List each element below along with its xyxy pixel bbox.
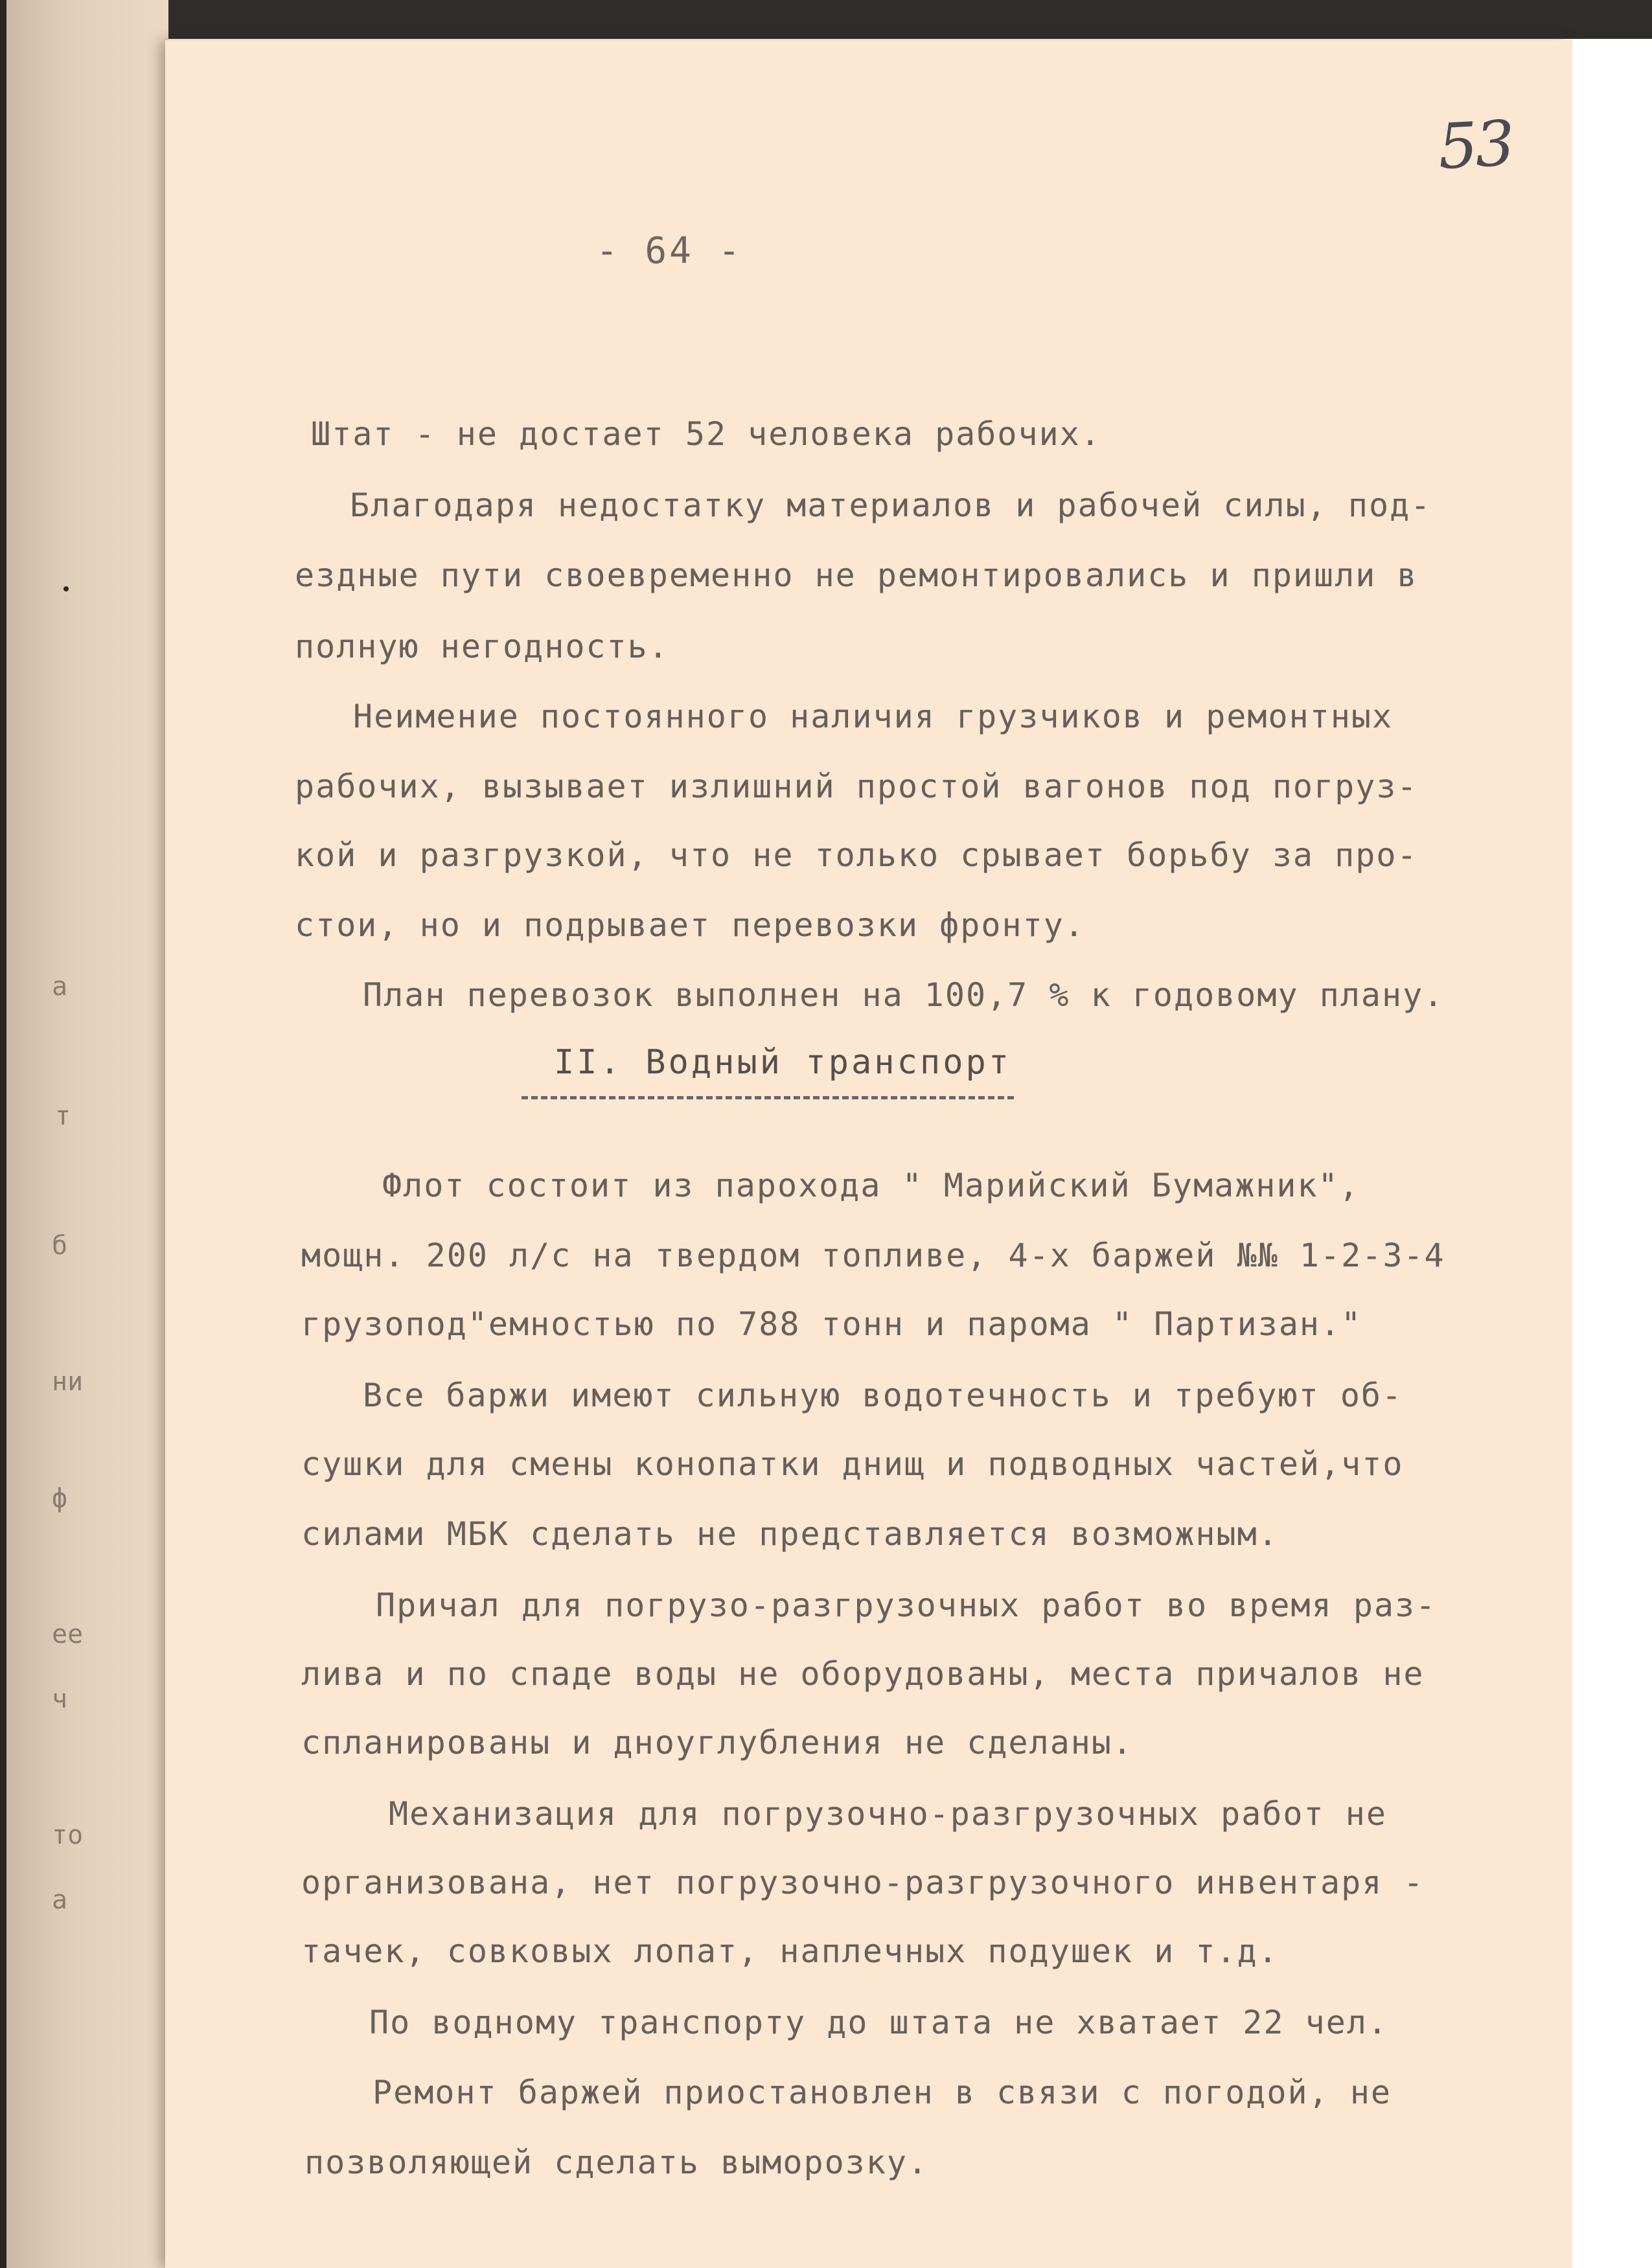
text-line: Флот состоит из парохода " Марийский Бумажник", <box>382 1167 1360 1204</box>
text-line: Благодаря недостатку материалов и рабочей силы, под- <box>350 487 1432 524</box>
text-line: тачек, совковых лопат, наплечных подушек и т.д. <box>301 1932 1279 1970</box>
text-line: План перевозок выполнен на 100,7 % к годовому плану. <box>363 976 1445 1014</box>
ink-speck <box>63 586 69 591</box>
text-line: спланированы и дноуглубления не сделаны. <box>301 1724 1134 1761</box>
text-line: организована, нет погрузочно-разгрузочного инвентаря - <box>301 1864 1425 1901</box>
previous-page-fragment: а <box>52 1885 68 1915</box>
text-line: полную негодность. <box>295 628 669 665</box>
text-line: Причал для погрузо-разгрузочных работ во время раз- <box>376 1586 1437 1624</box>
handwritten-folio-number: 53 <box>1436 107 1515 183</box>
page-number: - 64 - <box>596 230 743 272</box>
text-line: силами МБК сделать не представляется возможным. <box>301 1515 1279 1553</box>
text-line: кой и разгрузкой, что не только срывает борьбу за про- <box>295 836 1418 874</box>
previous-page-fragment: а <box>52 972 68 1002</box>
previous-page-fragment: ее <box>52 1620 84 1649</box>
text-line: рабочих, вызывает излишний простой вагонов под погруз- <box>295 768 1418 805</box>
binding-strip <box>0 0 6 2268</box>
previous-page-fragment: т <box>55 1101 71 1131</box>
section-heading: II. Водный транспорт <box>554 1043 1012 1082</box>
text-line: ездные пути своевременно не ремонтировались и пришли в <box>295 556 1418 594</box>
heading-underline <box>522 1096 1014 1099</box>
text-line: Ремонт баржей приостановлен в связи с погодой, не <box>373 2074 1392 2111</box>
text-line: позволяющей сделать выморозку. <box>304 2144 929 2181</box>
text-line: Штат - не достает 52 человека рабочих. <box>311 415 1101 453</box>
text-line: мощн. 200 л/с на твердом топливе, 4-х баржей №№ 1-2-3-4 <box>301 1237 1445 1274</box>
text-line: лива и по спаде воды не оборудованы, места причалов не <box>301 1655 1425 1693</box>
previous-page-edge <box>6 0 168 2268</box>
text-line: Все баржи имеют сильную водотечность и требуют об- <box>363 1377 1403 1414</box>
text-line: Механизация для погрузочно-разгрузочных работ не <box>389 1795 1387 1833</box>
text-line: сушки для смены конопатки днищ и подводных частей,что <box>301 1445 1404 1483</box>
scanner-bed-margin <box>1572 40 1652 2268</box>
document-page <box>165 40 1572 2268</box>
text-line: стои, но и подрывает перевозки фронту. <box>295 906 1085 944</box>
previous-page-fragment: ни <box>52 1367 84 1397</box>
previous-page-fragment: ч <box>52 1684 68 1714</box>
body-text <box>165 40 1572 2268</box>
previous-page-fragment: то <box>52 1820 84 1850</box>
text-line: По водному транспорту до штата не хватает 22 чел. <box>369 2004 1389 2041</box>
previous-page-fragment: б <box>52 1231 68 1261</box>
previous-page-fragment: ф <box>52 1483 68 1513</box>
text-line: грузопод"емностью по 788 тонн и парома " Партизан." <box>301 1305 1362 1343</box>
scanner-top-edge <box>0 0 1652 39</box>
text-line: Неимение постоянного наличия грузчиков и ремонтных <box>353 698 1394 735</box>
